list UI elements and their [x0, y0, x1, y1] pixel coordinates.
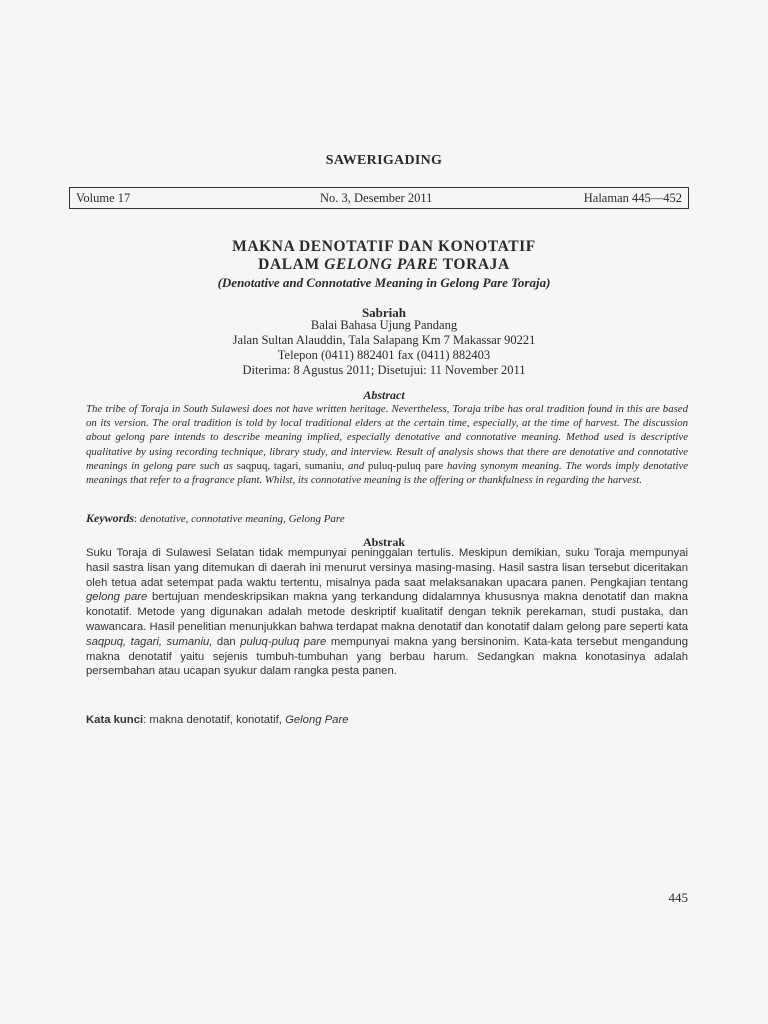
- author-phone: Telepon (0411) 882401 fax (0411) 882403: [277, 348, 491, 362]
- author-address: Jalan Sultan Alauddin, Tala Salapang Km 7 Makassar 90221: [232, 333, 536, 347]
- keywords-english: [86, 511, 345, 526]
- paper-title-english: (Denotative and Connotative Meaning in Gelong Pare Toraja): [217, 275, 551, 290]
- keywords-label: Keywords: [86, 511, 134, 525]
- abstract-english: [86, 402, 688, 487]
- abstract-en-text-1: The tribe of Toraja in South Sulawesi does not have written heritage. Nevertheless, Toraja tribe has oral tradition found in this are based on its version. The oral tradition is told by local traditional elders at the certain time, especially, at the time of harvest. The discussion about gelong pare intends to describe meaning implied, especially denotative and connotative meaning. Method used is descriptive qualitative by using recording technique, library study, and interview. Result of analysis shows that there are denotative and connotative meanings in gelong pare such as: [86, 403, 688, 472]
- abstrak-indonesian: [86, 546, 688, 679]
- title-line2-suffix: TORAJA: [438, 256, 510, 273]
- abstract-en-text-2: and: [344, 459, 369, 472]
- kata-kunci-value: : makna denotatif, konotatif,: [143, 714, 286, 726]
- abstrak-term-3: puluq-puluq pare: [240, 635, 327, 648]
- page-range: Halaman 445—452: [583, 191, 682, 205]
- abstract-en-text-3: having synonym meaning. The words imply denotative meanings that refer to a fragrance plant. Whilst, its connotative meaning is the offering or thankfulness in regarding the harvest.: [86, 459, 689, 487]
- abstrak-text-3: dan: [212, 635, 241, 648]
- issue-number: No. 3, Desember 2011: [320, 191, 433, 205]
- abstrak-term-1: gelong pare: [86, 591, 148, 604]
- paper-title-line2: [0, 256, 768, 274]
- kata-kunci-label: Kata kunci: [86, 714, 144, 726]
- keywords-value: denotative, connotative meaning, Gelong Pare: [139, 513, 345, 525]
- paper-title-line1: MAKNA DENOTATIF DAN KONOTATIF: [232, 238, 536, 255]
- volume-label: Volume 17: [76, 191, 131, 205]
- abstract-heading: Abstract: [363, 388, 405, 402]
- abstrak-term-2: saqpuq, tagari, sumaniu,: [86, 635, 213, 648]
- keywords-indonesian: [86, 714, 349, 726]
- issue-info-box: [69, 187, 689, 209]
- page-number: 445: [668, 890, 688, 905]
- title-line2-italic: GELONG PARE: [324, 256, 439, 273]
- kata-kunci-italic: Gelong Pare: [285, 714, 349, 726]
- keywords-sep: :: [134, 513, 140, 525]
- abstract-en-term-2: puluq-puluq pare: [368, 459, 444, 472]
- abstrak-text-4: mempunyai makna yang bersinonim. Kata-kata tersebut mengandung makna denotatif yaitu sejenis tumbuh-tumbuhan yang berbau harum. Sedangkan makna konotasinya adalah persembahan atau ucapan syukur dalam rangka pesta panen.: [86, 635, 688, 678]
- author-name: Sabriah: [361, 305, 407, 320]
- abstrak-heading: Abstrak: [362, 535, 405, 549]
- submission-dates: Diterima: 8 Agustus 2011; Disetujui: 11 November 2011: [242, 363, 526, 377]
- abstract-en-term-1: saqpuq, tagari, sumaniu,: [236, 459, 345, 472]
- author-institution: Balai Bahasa Ujung Pandang: [310, 318, 458, 332]
- title-line2-prefix: DALAM: [258, 256, 325, 273]
- journal-name: SAWERIGADING: [325, 153, 443, 168]
- abstrak-text-1: Suku Toraja di Sulawesi Selatan tidak mempunyai peninggalan tertulis. Meskipun demikian, suku Toraja mempunyai hasil sastra lisan yang ditemukan di daerah ini menurut versinya masing-masing. Hasil sastra lisan tersebut diceritakan oleh tetua adat setempat pada waktu tertentu, misalnya pada saat melaksanakan upacara panen. Pengkajian tentang: [86, 547, 688, 589]
- abstrak-text-2: bertujuan mendeskripsikan makna yang terkandung didalamnya khususnya makna denotatif dan makna konotatif. Metode yang digunakan adalah metode deskriptif kualitatif dengan teknik perekaman, studi pustaka, dan wawancara. Hasil penelitian menunjukkan bahwa terdapat makna denotatif dan konotatif dalam gelong pare seperti kata: [86, 591, 688, 633]
